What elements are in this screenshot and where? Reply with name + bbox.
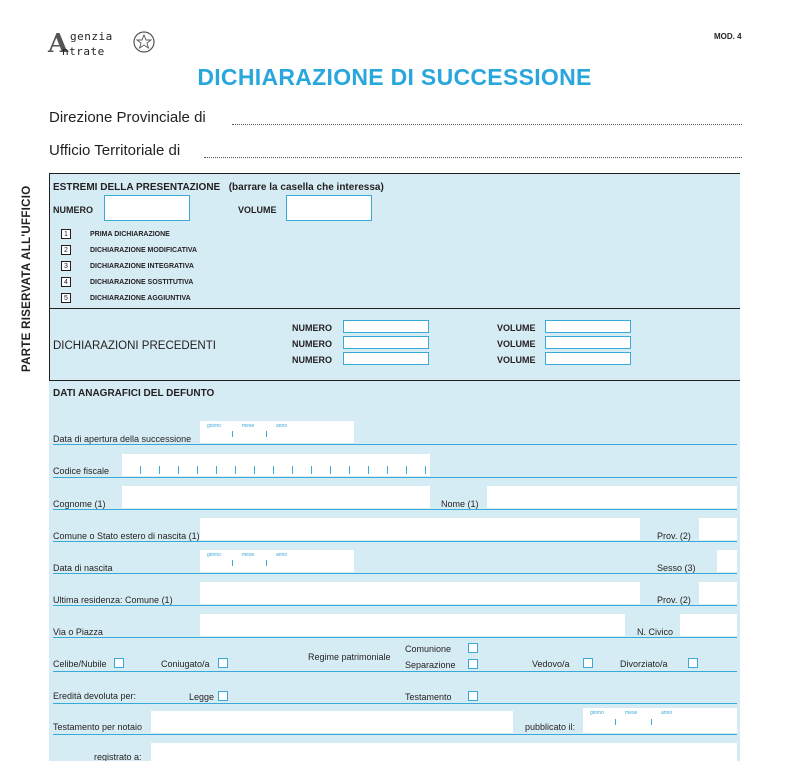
volume-input[interactable] bbox=[286, 195, 372, 221]
separazione-label: Separazione bbox=[405, 660, 456, 670]
presentazione-hint: (barrare la casella che interessa) bbox=[228, 182, 384, 193]
option-3-checkbox[interactable]: 3 bbox=[61, 261, 71, 271]
comunione-label: Comunione bbox=[405, 644, 452, 654]
sesso-input[interactable] bbox=[717, 550, 737, 572]
pubblicato-label: pubblicato il: bbox=[525, 722, 576, 732]
date-sep bbox=[266, 560, 267, 566]
via-input[interactable] bbox=[200, 614, 625, 636]
option-5-label: DICHIARAZIONE AGGIUNTIVA bbox=[90, 295, 191, 302]
precedenti-title: DICHIARAZIONI PRECEDENTI bbox=[53, 340, 216, 352]
comunione-checkbox[interactable] bbox=[468, 643, 478, 653]
vedovo-checkbox[interactable] bbox=[583, 658, 593, 668]
volume-label: VOLUME bbox=[238, 205, 277, 215]
divorziato-label: Divorziato/a bbox=[620, 659, 668, 669]
agenzia-entrate-logo bbox=[46, 28, 158, 64]
date-sep bbox=[232, 431, 233, 437]
ufficio-input[interactable] bbox=[204, 157, 742, 158]
prec-volume-input-2[interactable] bbox=[545, 336, 631, 349]
nascita-prov-input[interactable] bbox=[699, 518, 737, 540]
registrato-input[interactable] bbox=[151, 743, 737, 761]
direzione-label: Direzione Provinciale di bbox=[49, 109, 206, 126]
divider-2 bbox=[49, 380, 740, 381]
row-rule bbox=[53, 541, 737, 542]
nascita-comune-input[interactable] bbox=[200, 518, 640, 540]
via-label: Via o Piazza bbox=[53, 627, 103, 637]
codice-fiscale-label: Codice fiscale bbox=[53, 466, 110, 476]
cf-cell-separator bbox=[292, 466, 293, 474]
celibe-label: Celibe/Nubile bbox=[53, 659, 107, 669]
cf-cell-separator bbox=[330, 466, 331, 474]
cf-cell-separator bbox=[273, 466, 274, 474]
nome-label: Nome (1) bbox=[441, 499, 479, 509]
civico-input[interactable] bbox=[680, 614, 737, 636]
date-sep bbox=[266, 431, 267, 437]
testamento-label: Testamento bbox=[405, 692, 452, 702]
cf-cell-separator bbox=[387, 466, 388, 474]
cf-cell-separator bbox=[140, 466, 141, 474]
direzione-input[interactable] bbox=[232, 124, 742, 125]
option-1-checkbox[interactable]: 1 bbox=[61, 229, 71, 239]
prec-volume-label-3: VOLUME bbox=[497, 355, 536, 365]
row-rule bbox=[53, 605, 737, 606]
vedovo-label: Vedovo/a bbox=[532, 659, 570, 669]
registrato-label: registrato a: bbox=[94, 752, 142, 761]
civico-label: N. Civico bbox=[637, 627, 674, 637]
prec-numero-input-3[interactable] bbox=[343, 352, 429, 365]
data-nascita-input[interactable] bbox=[200, 550, 354, 572]
giorno-hint: giorno bbox=[590, 710, 604, 716]
residenza-label: Ultima residenza: Comune (1) bbox=[53, 595, 173, 605]
legge-label: Legge bbox=[189, 692, 215, 702]
cf-cell-separator bbox=[368, 466, 369, 474]
option-4-checkbox[interactable]: 4 bbox=[61, 277, 71, 287]
emblem-icon bbox=[132, 30, 156, 54]
row-rule bbox=[53, 573, 737, 574]
mese-hint: mese bbox=[625, 710, 638, 716]
presentazione-header bbox=[53, 177, 384, 195]
prec-volume-input-1[interactable] bbox=[545, 320, 631, 333]
cf-cell-separator bbox=[254, 466, 255, 474]
codice-fiscale-input[interactable] bbox=[122, 454, 430, 476]
coniugato-checkbox[interactable] bbox=[218, 658, 228, 668]
option-5-checkbox[interactable]: 5 bbox=[61, 293, 71, 303]
anno-hint: anno bbox=[276, 423, 288, 429]
defunto-title: DATI ANAGRAFICI DEL DEFUNTO bbox=[53, 388, 215, 399]
row-rule bbox=[53, 671, 737, 672]
apertura-date-input[interactable] bbox=[200, 421, 354, 443]
prec-numero-label-1: NUMERO bbox=[292, 323, 332, 333]
date-sep bbox=[651, 719, 652, 725]
logo-glyph: A bbox=[48, 29, 69, 59]
prec-volume-label-2: VOLUME bbox=[497, 339, 536, 349]
apertura-label: Data di apertura della successione bbox=[53, 434, 192, 444]
option-2-label: DICHIARAZIONE MODIFICATIVA bbox=[90, 247, 198, 254]
notaio-input[interactable] bbox=[151, 711, 513, 733]
prec-volume-input-3[interactable] bbox=[545, 352, 631, 365]
prec-numero-label-2: NUMERO bbox=[292, 339, 332, 349]
cf-cell-separator bbox=[311, 466, 312, 474]
divider-1 bbox=[49, 308, 740, 309]
divorziato-checkbox[interactable] bbox=[688, 658, 698, 668]
cf-cell-separator bbox=[425, 466, 426, 474]
regime-label: Regime patrimoniale bbox=[308, 652, 391, 662]
legge-checkbox[interactable] bbox=[218, 691, 228, 701]
residenza-input[interactable] bbox=[200, 582, 640, 604]
ufficio-label: Ufficio Territoriale di bbox=[49, 142, 181, 159]
cf-cell-separator bbox=[197, 466, 198, 474]
option-1-label: PRIMA DICHIARAZIONE bbox=[90, 231, 170, 238]
prec-numero-label-3: NUMERO bbox=[292, 355, 332, 365]
mese-hint: mese bbox=[242, 423, 255, 429]
logo-line-1: genzia bbox=[70, 30, 113, 43]
presentazione-title: ESTREMI DELLA PRESENTAZIONE bbox=[53, 182, 221, 193]
anno-hint: anno bbox=[661, 710, 673, 716]
cf-cell-separator bbox=[216, 466, 217, 474]
option-4-label: DICHIARAZIONE SOSTITUTIVA bbox=[90, 279, 194, 286]
panel-left-rule bbox=[49, 173, 50, 381]
row-rule bbox=[53, 477, 737, 478]
eredita-label: Eredità devoluta per: bbox=[53, 691, 137, 701]
celibe-checkbox[interactable] bbox=[114, 658, 124, 668]
side-label: PARTE RISERVATA ALL'UFFICIO bbox=[21, 185, 33, 372]
sesso-label: Sesso (3) bbox=[657, 563, 696, 573]
page-title: DICHIARAZIONE DI SUCCESSIONE bbox=[197, 64, 592, 90]
date-sep bbox=[615, 719, 616, 725]
row-rule bbox=[53, 703, 737, 704]
date-sep bbox=[232, 560, 233, 566]
prec-numero-input-1[interactable] bbox=[343, 320, 429, 333]
cf-cell-separator bbox=[349, 466, 350, 474]
model-number: MOD. 4 bbox=[714, 32, 742, 41]
numero-label: NUMERO bbox=[53, 205, 93, 215]
prec-numero-input-2[interactable] bbox=[343, 336, 429, 349]
anno-hint: anno bbox=[276, 552, 288, 558]
cf-cell-separator bbox=[178, 466, 179, 474]
cf-cell-separator bbox=[235, 466, 236, 474]
testamento-checkbox[interactable] bbox=[468, 691, 478, 701]
cf-cell-separator bbox=[406, 466, 407, 474]
mese-hint: mese bbox=[242, 552, 255, 558]
nascita-comune-label: Comune o Stato estero di nascita (1) bbox=[53, 531, 200, 541]
numero-input[interactable] bbox=[104, 195, 190, 221]
residenza-prov-input[interactable] bbox=[699, 582, 737, 604]
row-rule bbox=[53, 734, 737, 735]
giorno-hint: giorno bbox=[207, 423, 221, 429]
giorno-hint: giorno bbox=[207, 552, 221, 558]
cognome-input[interactable] bbox=[122, 486, 430, 508]
prec-volume-label-1: VOLUME bbox=[497, 323, 536, 333]
separazione-checkbox[interactable] bbox=[468, 659, 478, 669]
pubblicato-date-input[interactable] bbox=[583, 708, 737, 733]
cf-cell-separator bbox=[159, 466, 160, 474]
cognome-label: Cognome (1) bbox=[53, 499, 106, 509]
row-rule bbox=[53, 509, 737, 510]
prov-label: Prov. (2) bbox=[657, 531, 691, 541]
testamento-notaio-label: Testamento per notaio bbox=[53, 722, 143, 732]
option-3-label: DICHIARAZIONE INTEGRATIVA bbox=[90, 263, 194, 270]
nome-input[interactable] bbox=[487, 486, 737, 508]
coniugato-label: Coniugato/a bbox=[161, 659, 210, 669]
row-rule bbox=[53, 637, 737, 638]
logo-line-2: ntrate bbox=[62, 45, 105, 58]
option-2-checkbox[interactable]: 2 bbox=[61, 245, 71, 255]
row-rule bbox=[53, 444, 737, 445]
data-nascita-label: Data di nascita bbox=[53, 563, 113, 573]
residenza-prov-label: Prov. (2) bbox=[657, 595, 691, 605]
